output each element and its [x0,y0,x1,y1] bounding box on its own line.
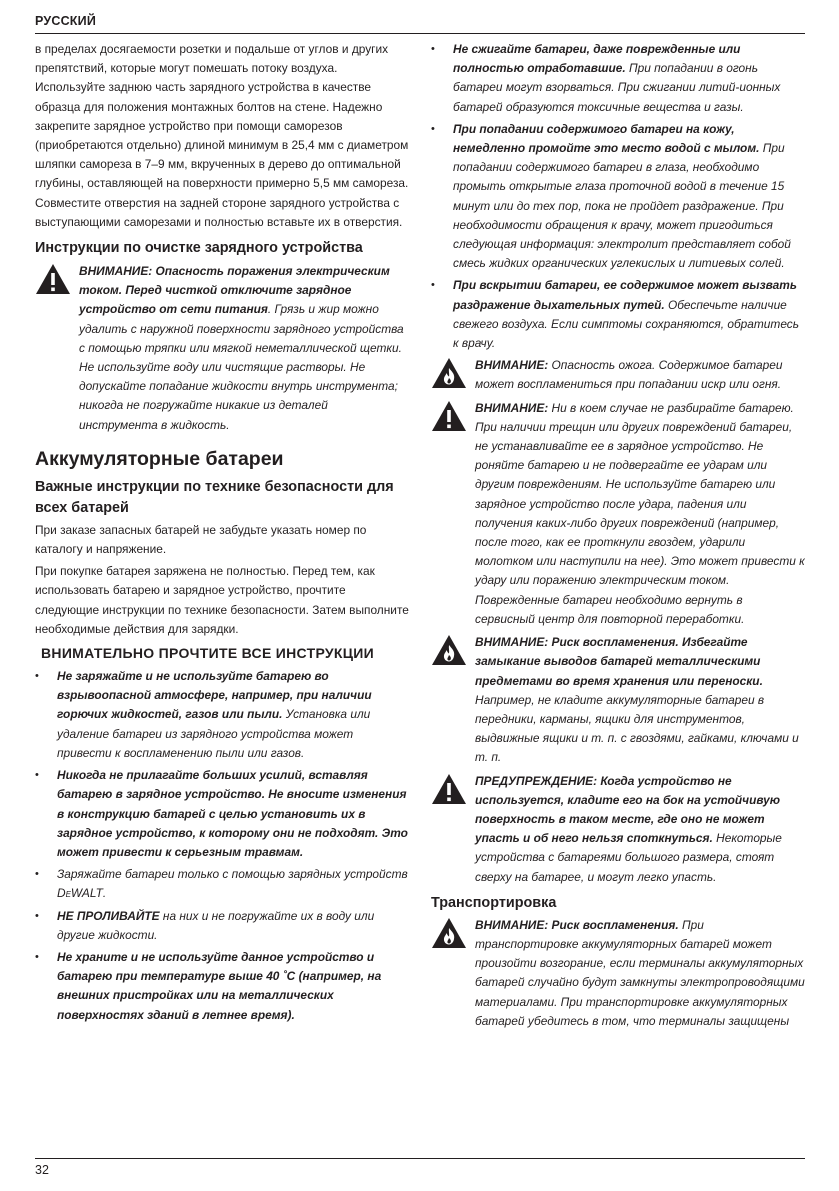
read-all-heading: ВНИМАТЕЛЬНО ПРОЧТИТЕ ВСЕ ИНСТРУКЦИИ [41,645,375,662]
warning-transport-text: При транспортировке аккумуляторных батарей может произойти возгорание, если терминалы аккумуляторных батарей случайно будут замкнуты электропроводящими материалами. При транспортировке аккумуляторных батарей убедитесь в том, что терминалы защищены [475,917,805,1028]
bullet-respiratory-text: Обеспечьте наличие свежего воздуха. Если симптомы сохраняются, обратитесь к врачу. [453,297,799,351]
mounting-paragraph: в пределах досягаемости розетки и подальше от углов и других препятствий, которые могут помешать потоку воздуха. Используйте заднюю часть зарядного устройства в качестве образца для положения монтажных болтов на стене. Надежно закрепите зарядное устройство при помощи саморезов (приобретаются отдельно) длиной минимум в 25,4 мм с диаметром шляпки самореза в 7–9 мм, вкрученных в дерево до оптимальной глубины, оставляющей на поверхности примерно 5,5 мм самореза. Совместите отверстия на задней стороне зарядного устройства с выступающими саморезами и полностью вставьте их в отверстия. [35,42,409,229]
language-label: РУССКИЙ [35,14,97,28]
bullet-force [35,766,409,862]
warning-storage-bold: ПРЕДУПРЕЖДЕНИЕ: Когда устройство не используется, кладите его на бок на устойчивую поверхность в таком месте, где оно не может упасть и об него нельзя споткнуться. [475,773,780,846]
warning-burn-bold: ВНИМАНИЕ: [475,358,549,373]
bullet-skin-bold: При попадании содержимого батареи на кожу, немедленно промойте это место водой с мылом. [453,121,760,156]
warning-icon [35,263,71,295]
bullet-charge-only [35,865,409,903]
bullet-burn-text: При попадании в огонь батареи могут взорваться. При сжигании литий-ионных батарей образуются токсичные вещества и газы. [453,61,781,114]
batteries-heading: Аккумуляторные батареи [35,447,284,470]
right-column [431,40,805,1035]
top-rule [35,33,805,34]
bottom-rule [35,1158,805,1159]
bullet-skin [431,120,805,274]
bullet-burn-bold: Не сжигайте батареи, даже поврежденные или полностью отработавшие. [453,42,741,76]
safety-heading: Важные инструкции по технике безопасности для всех батарей [35,478,394,516]
cleaning-warning-text: . Грязь и жир можно удалить с наружной поверхности зарядного устройства с помощью тряпки или мягкой неметаллической щетки. Не используйте воду или чистящие растворы. Не допускайте попадание жидкости внутрь инструмента; никогда не погружайте никакие из деталей инструмента в жидкость. [79,302,404,432]
bullet-spill-text: на них и не погружайте их в воду или другие жидкости. [57,908,375,942]
warning-disassemble [431,399,805,629]
warning-transport [431,916,805,1031]
warning-short-circuit [431,633,805,767]
bullet-force-bold: Никогда не прилагайте больших усилий, вставляя батарею в зарядное устройство. Не вносите изменения в конструкцию батарей с целью установить их в зарядное устройство, к которому они не подходят. Это может привести к серьезным травмам. [57,768,408,859]
bullet-temperature-bold: Не храните и не используйте данное устройство и батарею при температуре выше 40 ˚C (например, на внешних пристройках или на металлических поверхностях зданий в летнее время). [57,949,382,1022]
purchase-paragraph: При покупке батарея заряжена не полностью. Перед тем, как использовать батарею и зарядное устройство, прочтите следующие инструкции по технике безопасности. Затем выполните необходимые действия для зарядки. [35,564,409,636]
warning-disassemble-text: Ни в коем случае не разбирайте батарею. При наличии трещин или других повреждений батареи, не устанавливайте ее в зарядное устройство. Не роняйте батарею и не подвергайте ее ударам или другим повреждениям. Не используйте батарею или зарядное устройство после удара, падения или получения каких-либо других повреждений (например, после того, как ее проткнули гвоздем, ударили молотком или наступили на нее). Это может привести к удару или поражению электрическим током. Поврежденные батареи необходимо вернуть в сервисный центр для повторной переработки. [475,400,805,626]
bullet-charge-text: Заряжайте батареи только с помощью зарядных устройств [57,867,408,882]
bullet-charge-end: . [102,886,107,901]
bullet-respiratory-bold: При вскрытии батареи, ее содержимое может вызвать раздражение дыхательных путей. [453,278,797,312]
transport-heading: Транспортировка [431,894,557,911]
warning-transport-bold: ВНИМАНИЕ: Риск воспламенения. [475,917,679,932]
fire-icon [431,634,467,666]
cleaning-heading: Инструкции по очистке зарядного устройства [35,240,363,257]
bullet-explosive-text: Установка или удаление батареи из зарядного устройства может привести к воспламенению пыли или газов. [57,707,371,760]
bullet-explosive [35,667,409,763]
cleaning-warning [35,262,409,435]
warning-short-circuit-bold: ВНИМАНИЕ: Риск воспламенения. Избегайте замыкание выводов батарей металлическими предметами во время хранения или переноски. [475,635,763,688]
warning-burn [431,356,805,394]
bullet-skin-text: При попадании содержимого батареи в глаза, необходимо промыть открытые глаза проточной водой в течение 15 минут или до тех пор, пока не пройдет раздражение. При необходимости обращения к врачу, может пригодиться следующая информация: электролит представляет собой смесь жидких органических углекислых и литиевых солей. [453,141,791,271]
warning-disassemble-bold: ВНИМАНИЕ: [475,400,549,415]
warning-icon [431,773,467,805]
bullet-spill-bold: НЕ ПРОЛИВАЙТЕ [57,908,160,923]
bullet-temperature [35,948,409,1025]
order-paragraph: При заказе запасных батарей не забудьте указать номер по каталогу и напряжение. [35,522,367,557]
cleaning-warning-bold: ВНИМАНИЕ: Опасность поражения электрическим током. Перед чисткой отключите зарядное устройство от сети питания [79,264,390,317]
left-column [35,40,409,1028]
bullet-burn [431,40,805,117]
warning-icon [431,400,467,432]
bullet-spill [35,907,409,945]
fire-icon [431,917,467,949]
bullet-respiratory [431,276,805,353]
brand-name: DeWALT [57,886,103,901]
warning-storage [431,772,805,887]
warning-burn-text: Опасность ожога. Содержимое батареи может воспламениться при попадании искр или огня. [475,358,783,392]
fire-icon [431,357,467,389]
page-number: 32 [35,1163,49,1177]
bullet-explosive-bold: Не заряжайте и не используйте батарею во взрывоопасной атмосфере, например, при наличии горючих жидкостей, газов или пыли. [57,669,372,722]
warning-storage-text: Некоторые устройства с батареями большого размера, стоят сверху на батарее, и могут легко упасть. [475,831,782,884]
warning-short-circuit-text: Например, не кладите аккумуляторные батареи в передники, карманы, ящики для инструментов, выдвижные ящики и т. п. с гвоздями, гайками, ключами и т. п. [475,692,799,765]
